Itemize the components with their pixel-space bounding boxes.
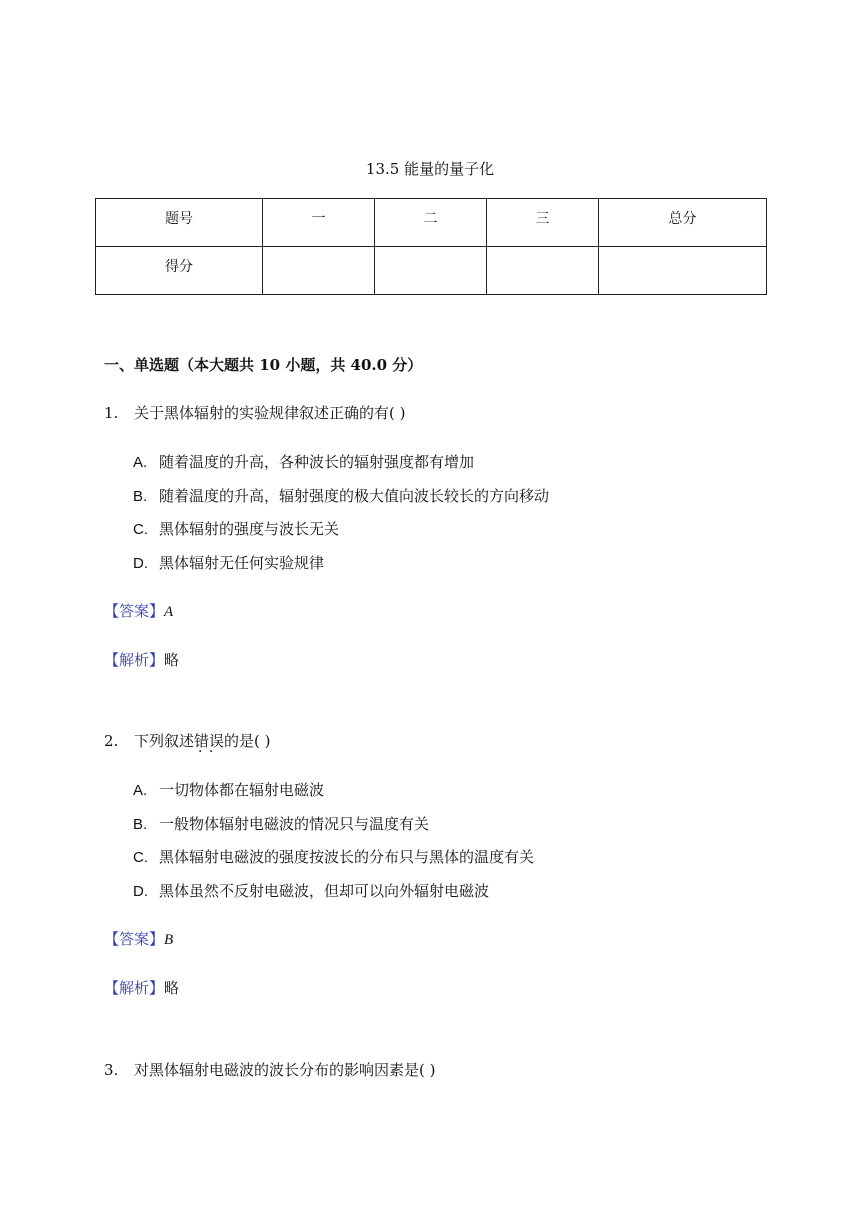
question-1-option-b xyxy=(133,485,549,506)
option-text: 随着温度的升高，辐射强度的极大值向波长较长的方向移动 xyxy=(159,487,550,505)
answer-value: A xyxy=(164,604,174,620)
analysis-text: 略 xyxy=(164,979,180,997)
option-letter: C. xyxy=(133,849,148,866)
analysis-label: 【解析】 xyxy=(104,979,165,997)
question-2-option-a xyxy=(133,779,324,800)
question-1-option-a xyxy=(133,451,474,472)
option-text: 黑体辐射的强度与波长无关 xyxy=(159,520,340,538)
score-row-label: 得分 xyxy=(96,247,263,295)
question-text-post: 的是( ) xyxy=(224,732,271,750)
score-cell-2 xyxy=(375,247,487,295)
option-letter: A. xyxy=(133,454,148,471)
option-letter: B. xyxy=(133,488,148,505)
option-text: 随着温度的升高，各种波长的辐射强度都有增加 xyxy=(159,453,475,471)
option-letter: C. xyxy=(133,521,148,538)
question-number: 2. xyxy=(104,732,119,750)
header-cell-question-no: 题号 xyxy=(96,199,263,247)
score-cell-1 xyxy=(263,247,375,295)
analysis-text: 略 xyxy=(164,651,180,669)
answer-value: B xyxy=(164,932,174,948)
emphasized-word: 错误 · · xyxy=(194,732,224,750)
score-table-score-row xyxy=(96,247,767,295)
option-text: 一切物体都在辐射电磁波 xyxy=(159,781,325,799)
option-letter: D. xyxy=(133,883,148,900)
question-2-option-b xyxy=(133,813,429,834)
question-text: 对黑体辐射电磁波的波长分布的影响因素是( ) xyxy=(134,1061,436,1079)
score-cell-total xyxy=(599,247,767,295)
option-letter: A. xyxy=(133,782,148,799)
analysis-label: 【解析】 xyxy=(104,651,165,669)
question-number: 3. xyxy=(104,1061,119,1079)
option-letter: D. xyxy=(133,555,148,572)
option-text: 黑体辐射电磁波的强度按波长的分布只与黑体的温度有关 xyxy=(159,848,535,866)
question-number: 1. xyxy=(104,404,119,422)
question-1-analysis xyxy=(104,649,179,670)
question-1-stem xyxy=(104,402,405,423)
score-table xyxy=(95,198,767,295)
question-text: 关于黑体辐射的实验规律叙述正确的有( ) xyxy=(134,404,406,422)
question-text-pre: 下列叙述 xyxy=(134,732,195,750)
option-text: 黑体辐射无任何实验规律 xyxy=(159,554,325,572)
option-text: 一般物体辐射电磁波的情况只与温度有关 xyxy=(159,815,430,833)
question-2-answer xyxy=(104,928,173,949)
section-heading: 一、单选题（本大题共 10 小题，共 40.0 分） xyxy=(104,356,423,374)
question-3-stem xyxy=(104,1059,435,1080)
header-cell-total: 总分 xyxy=(599,199,767,247)
header-cell-1: 一 xyxy=(263,199,375,247)
question-2-option-d xyxy=(133,880,489,901)
header-cell-2: 二 xyxy=(375,199,487,247)
question-2-analysis xyxy=(104,977,179,998)
question-1-answer xyxy=(104,600,173,621)
score-cell-3 xyxy=(487,247,599,295)
question-2-option-c xyxy=(133,846,534,867)
option-letter: B. xyxy=(133,816,148,833)
option-text: 黑体虽然不反射电磁波，但却可以向外辐射电磁波 xyxy=(159,882,490,900)
answer-label: 【答案】 xyxy=(104,930,165,948)
question-1-option-d xyxy=(133,552,324,573)
score-table-header-row xyxy=(96,199,767,247)
document-title: 13.5 能量的量子化 xyxy=(365,160,495,178)
question-2-stem xyxy=(104,730,271,751)
answer-label: 【答案】 xyxy=(104,602,165,620)
question-1-option-c xyxy=(133,518,339,539)
header-cell-3: 三 xyxy=(487,199,599,247)
